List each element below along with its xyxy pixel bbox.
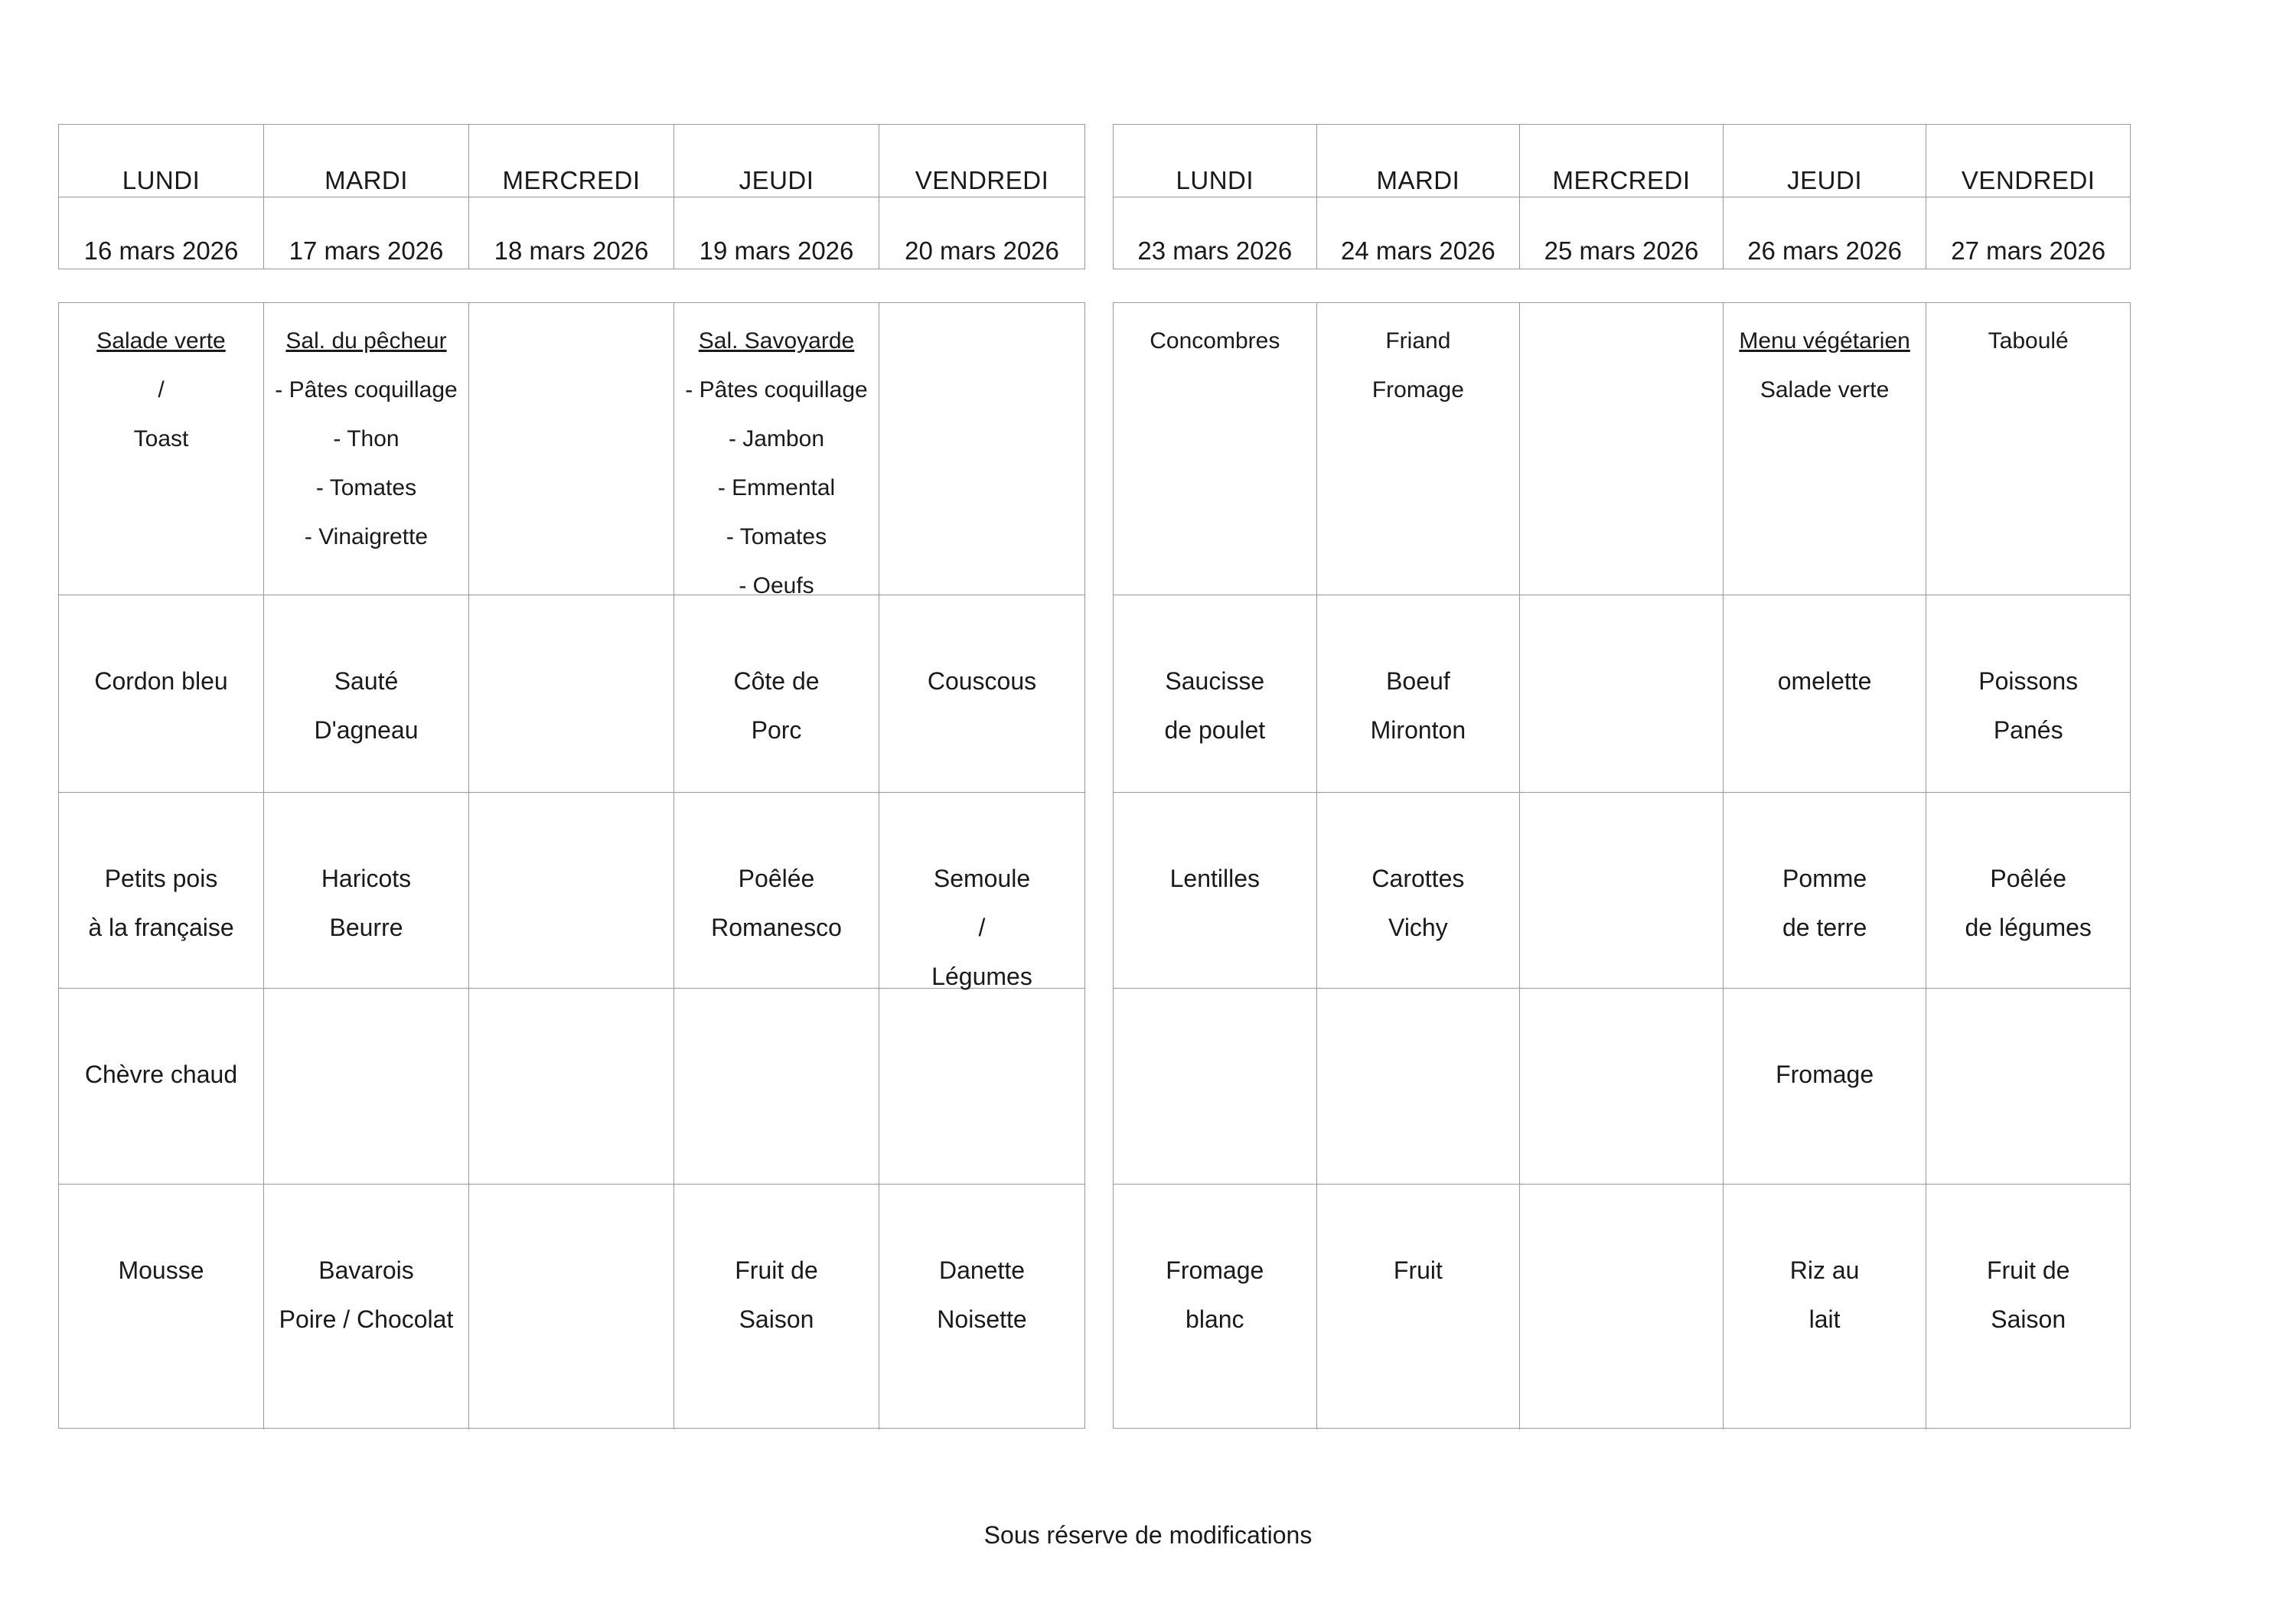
menu-line: - Tomates <box>315 475 417 500</box>
menu-line: Salade verte <box>96 328 226 354</box>
day-name: LUNDI <box>59 125 263 197</box>
day-header-column <box>1926 125 2130 269</box>
menu-line: Danette <box>938 1256 1026 1284</box>
menu-cell-plat <box>1724 595 1927 793</box>
menu-cell-entree <box>674 303 879 598</box>
week-1-menu-grid <box>58 302 1085 1429</box>
menu-line: Fromage <box>1776 1061 1874 1088</box>
menu-cell-accompagnement <box>1724 793 1927 989</box>
day-header-column <box>1317 125 1521 269</box>
menu-line: de terre <box>1782 914 1867 941</box>
menu-cell-dessert <box>1114 1185 1317 1429</box>
menu-line: Sal. Savoyarde <box>698 328 855 354</box>
day-header-column <box>264 125 469 269</box>
day-name: JEUDI <box>674 125 879 197</box>
menu-line: Panés <box>1993 716 2063 744</box>
menu-cell-accompagnement <box>1926 793 2130 989</box>
menu-line: - Vinaigrette <box>304 524 429 549</box>
menu-line: / <box>158 377 165 402</box>
menu-cell-plat <box>469 595 674 793</box>
menu-cell-plat <box>1114 595 1317 793</box>
menu-cell-accompagnement <box>1317 793 1521 989</box>
menu-cell-accompagnement <box>1520 793 1724 989</box>
menu-cell-dessert <box>1724 1185 1927 1429</box>
day-date: 23 mars 2026 <box>1137 236 1293 265</box>
menu-line: Poissons <box>1978 667 2079 695</box>
day-name: LUNDI <box>1114 125 1316 197</box>
day-header-column <box>879 125 1084 269</box>
day-header-column <box>1724 125 1927 269</box>
day-name: MERCREDI <box>469 125 673 197</box>
menu-cell-fromage <box>264 989 469 1185</box>
menu-line: Romanesco <box>711 914 842 941</box>
day-name: JEUDI <box>1724 125 1926 197</box>
menu-cell-accompagnement <box>1114 793 1317 989</box>
menu-line: Bavarois <box>318 1256 414 1284</box>
menu-line: Saison <box>1991 1305 2066 1333</box>
footer-note: Sous réserve de modifications <box>983 1521 1313 1549</box>
menu-cell-plat <box>1317 595 1521 793</box>
menu-line: - Tomates <box>726 524 827 549</box>
menu-line: Mironton <box>1370 716 1466 744</box>
menu-cell-entree <box>879 303 1084 595</box>
menu-cell-dessert <box>1926 1185 2130 1429</box>
menu-line: Riz au <box>1789 1256 1860 1284</box>
menu-cell-entree <box>1317 303 1521 595</box>
menu-cell-fromage <box>1926 989 2130 1185</box>
menu-cell-fromage <box>879 989 1084 1185</box>
menu-cell-entree <box>264 303 469 595</box>
menu-cell-dessert <box>1520 1185 1724 1429</box>
menu-line: Noisette <box>937 1305 1027 1333</box>
menu-cell-fromage <box>1317 989 1521 1185</box>
menu-cell-dessert <box>674 1185 879 1429</box>
menu-line: - Oeufs <box>739 573 814 598</box>
menu-line: Pomme <box>1782 865 1867 892</box>
menu-cell-plat <box>1520 595 1724 793</box>
menu-cell-dessert <box>1317 1185 1521 1429</box>
menu-line: Vichy <box>1388 914 1448 941</box>
menu-line: de légumes <box>1965 914 2092 941</box>
day-date: 16 mars 2026 <box>83 236 239 265</box>
menu-line: Lentilles <box>1169 865 1260 892</box>
menu-cell-dessert <box>879 1185 1084 1429</box>
menu-cell-plat <box>1926 595 2130 793</box>
menu-line: à la française <box>88 914 234 941</box>
menu-cell-accompagnement <box>59 793 264 989</box>
menu-line: Côte de <box>733 667 820 695</box>
day-date: 26 mars 2026 <box>1747 236 1902 265</box>
menu-line: Fruit de <box>735 1256 818 1284</box>
menu-cell-plat <box>879 595 1084 793</box>
menu-cell-plat <box>264 595 469 793</box>
day-header-column <box>1114 125 1317 269</box>
menu-cell-dessert <box>469 1185 674 1429</box>
menu-cell-accompagnement <box>674 793 879 989</box>
menu-line: Mousse <box>118 1256 204 1284</box>
menu-cell-entree <box>1114 303 1317 595</box>
menu-line: lait <box>1808 1305 1841 1333</box>
day-date: 18 mars 2026 <box>494 236 649 265</box>
menu-line: D'agneau <box>314 716 419 744</box>
day-name: MERCREDI <box>1520 125 1723 197</box>
menu-cell-fromage <box>469 989 674 1185</box>
menu-line: Menu végétarien <box>1739 328 1910 354</box>
menu-cell-fromage <box>1520 989 1724 1185</box>
menu-line: Chèvre chaud <box>84 1061 238 1088</box>
week-2-header <box>1113 124 2131 269</box>
day-date: 24 mars 2026 <box>1340 236 1495 265</box>
menu-line: Saucisse <box>1165 667 1265 695</box>
menu-cell-accompagnement <box>469 793 674 989</box>
menu-line: - Thon <box>333 426 400 451</box>
menu-line: Carottes <box>1371 865 1465 892</box>
day-header-column <box>674 125 879 269</box>
day-name: MARDI <box>264 125 468 197</box>
menu-cell-accompagnement <box>264 793 469 989</box>
menu-line: Sal. du pêcheur <box>285 328 447 354</box>
day-date: 27 mars 2026 <box>1951 236 2106 265</box>
menu-line: Semoule <box>933 865 1031 892</box>
menu-line: Salade verte <box>1760 377 1890 402</box>
day-name: VENDREDI <box>1926 125 2130 197</box>
menu-line: Sauté <box>334 667 399 695</box>
menu-line: Saison <box>739 1305 814 1333</box>
menu-line: Fromage <box>1166 1256 1264 1284</box>
menu-line: Beurre <box>329 914 403 941</box>
day-date: 17 mars 2026 <box>289 236 444 265</box>
menu-line: Petits pois <box>104 865 218 892</box>
menu-line: - Pâtes coquillage <box>685 377 868 402</box>
menu-line: - Pâtes coquillage <box>275 377 458 402</box>
menu-line: Fruit <box>1393 1256 1443 1284</box>
menu-line: Poêlée <box>1990 865 2067 892</box>
menu-cell-entree <box>59 303 264 595</box>
menu-line: Concombres <box>1150 328 1280 354</box>
day-date: 25 mars 2026 <box>1544 236 1699 265</box>
menu-line: Toast <box>133 426 189 451</box>
menu-line: Fruit de <box>1986 1256 2070 1284</box>
menu-cell-fromage <box>1724 989 1927 1185</box>
menu-line: Cordon bleu <box>94 667 228 695</box>
menu-line: omelette <box>1777 667 1872 695</box>
menu-line: Boeuf <box>1386 667 1450 695</box>
menu-cell-fromage <box>674 989 879 1185</box>
menu-cell-dessert <box>59 1185 264 1429</box>
day-header-column <box>59 125 264 269</box>
menu-line: - Jambon <box>728 426 825 451</box>
menu-cell-entree <box>1724 303 1927 595</box>
menu-cell-fromage <box>59 989 264 1185</box>
menu-cell-plat <box>59 595 264 793</box>
menu-cell-plat <box>674 595 879 793</box>
day-date: 20 mars 2026 <box>905 236 1059 265</box>
menu-cell-entree <box>469 303 674 595</box>
menu-line: Taboulé <box>1988 328 2069 354</box>
menu-line: Haricots <box>321 865 412 892</box>
menu-line: Poêlée <box>738 865 815 892</box>
week-2-menu-grid <box>1113 302 2131 1429</box>
menu-cell-entree <box>1520 303 1724 595</box>
menu-line: blanc <box>1186 1305 1244 1333</box>
menu-cell-fromage <box>1114 989 1317 1185</box>
day-date: 19 mars 2026 <box>699 236 854 265</box>
week-1-header <box>58 124 1085 269</box>
menu-line: / <box>978 914 986 941</box>
day-name: MARDI <box>1317 125 1520 197</box>
menu-line: Porc <box>751 716 802 744</box>
menu-line: Couscous <box>927 667 1037 695</box>
day-header-column <box>469 125 674 269</box>
menu-cell-dessert <box>264 1185 469 1429</box>
menu-line: de poulet <box>1164 716 1266 744</box>
menu-line: Fromage <box>1371 377 1464 402</box>
menu-line: Poire / Chocolat <box>279 1305 454 1333</box>
menu-cell-entree <box>1926 303 2130 595</box>
menu-line: Friand <box>1385 328 1451 354</box>
day-header-column <box>1520 125 1724 269</box>
day-name: VENDREDI <box>879 125 1084 197</box>
menu-line: Légumes <box>931 963 1032 990</box>
menu-line: - Emmental <box>717 475 836 500</box>
menu-cell-accompagnement <box>879 793 1084 989</box>
